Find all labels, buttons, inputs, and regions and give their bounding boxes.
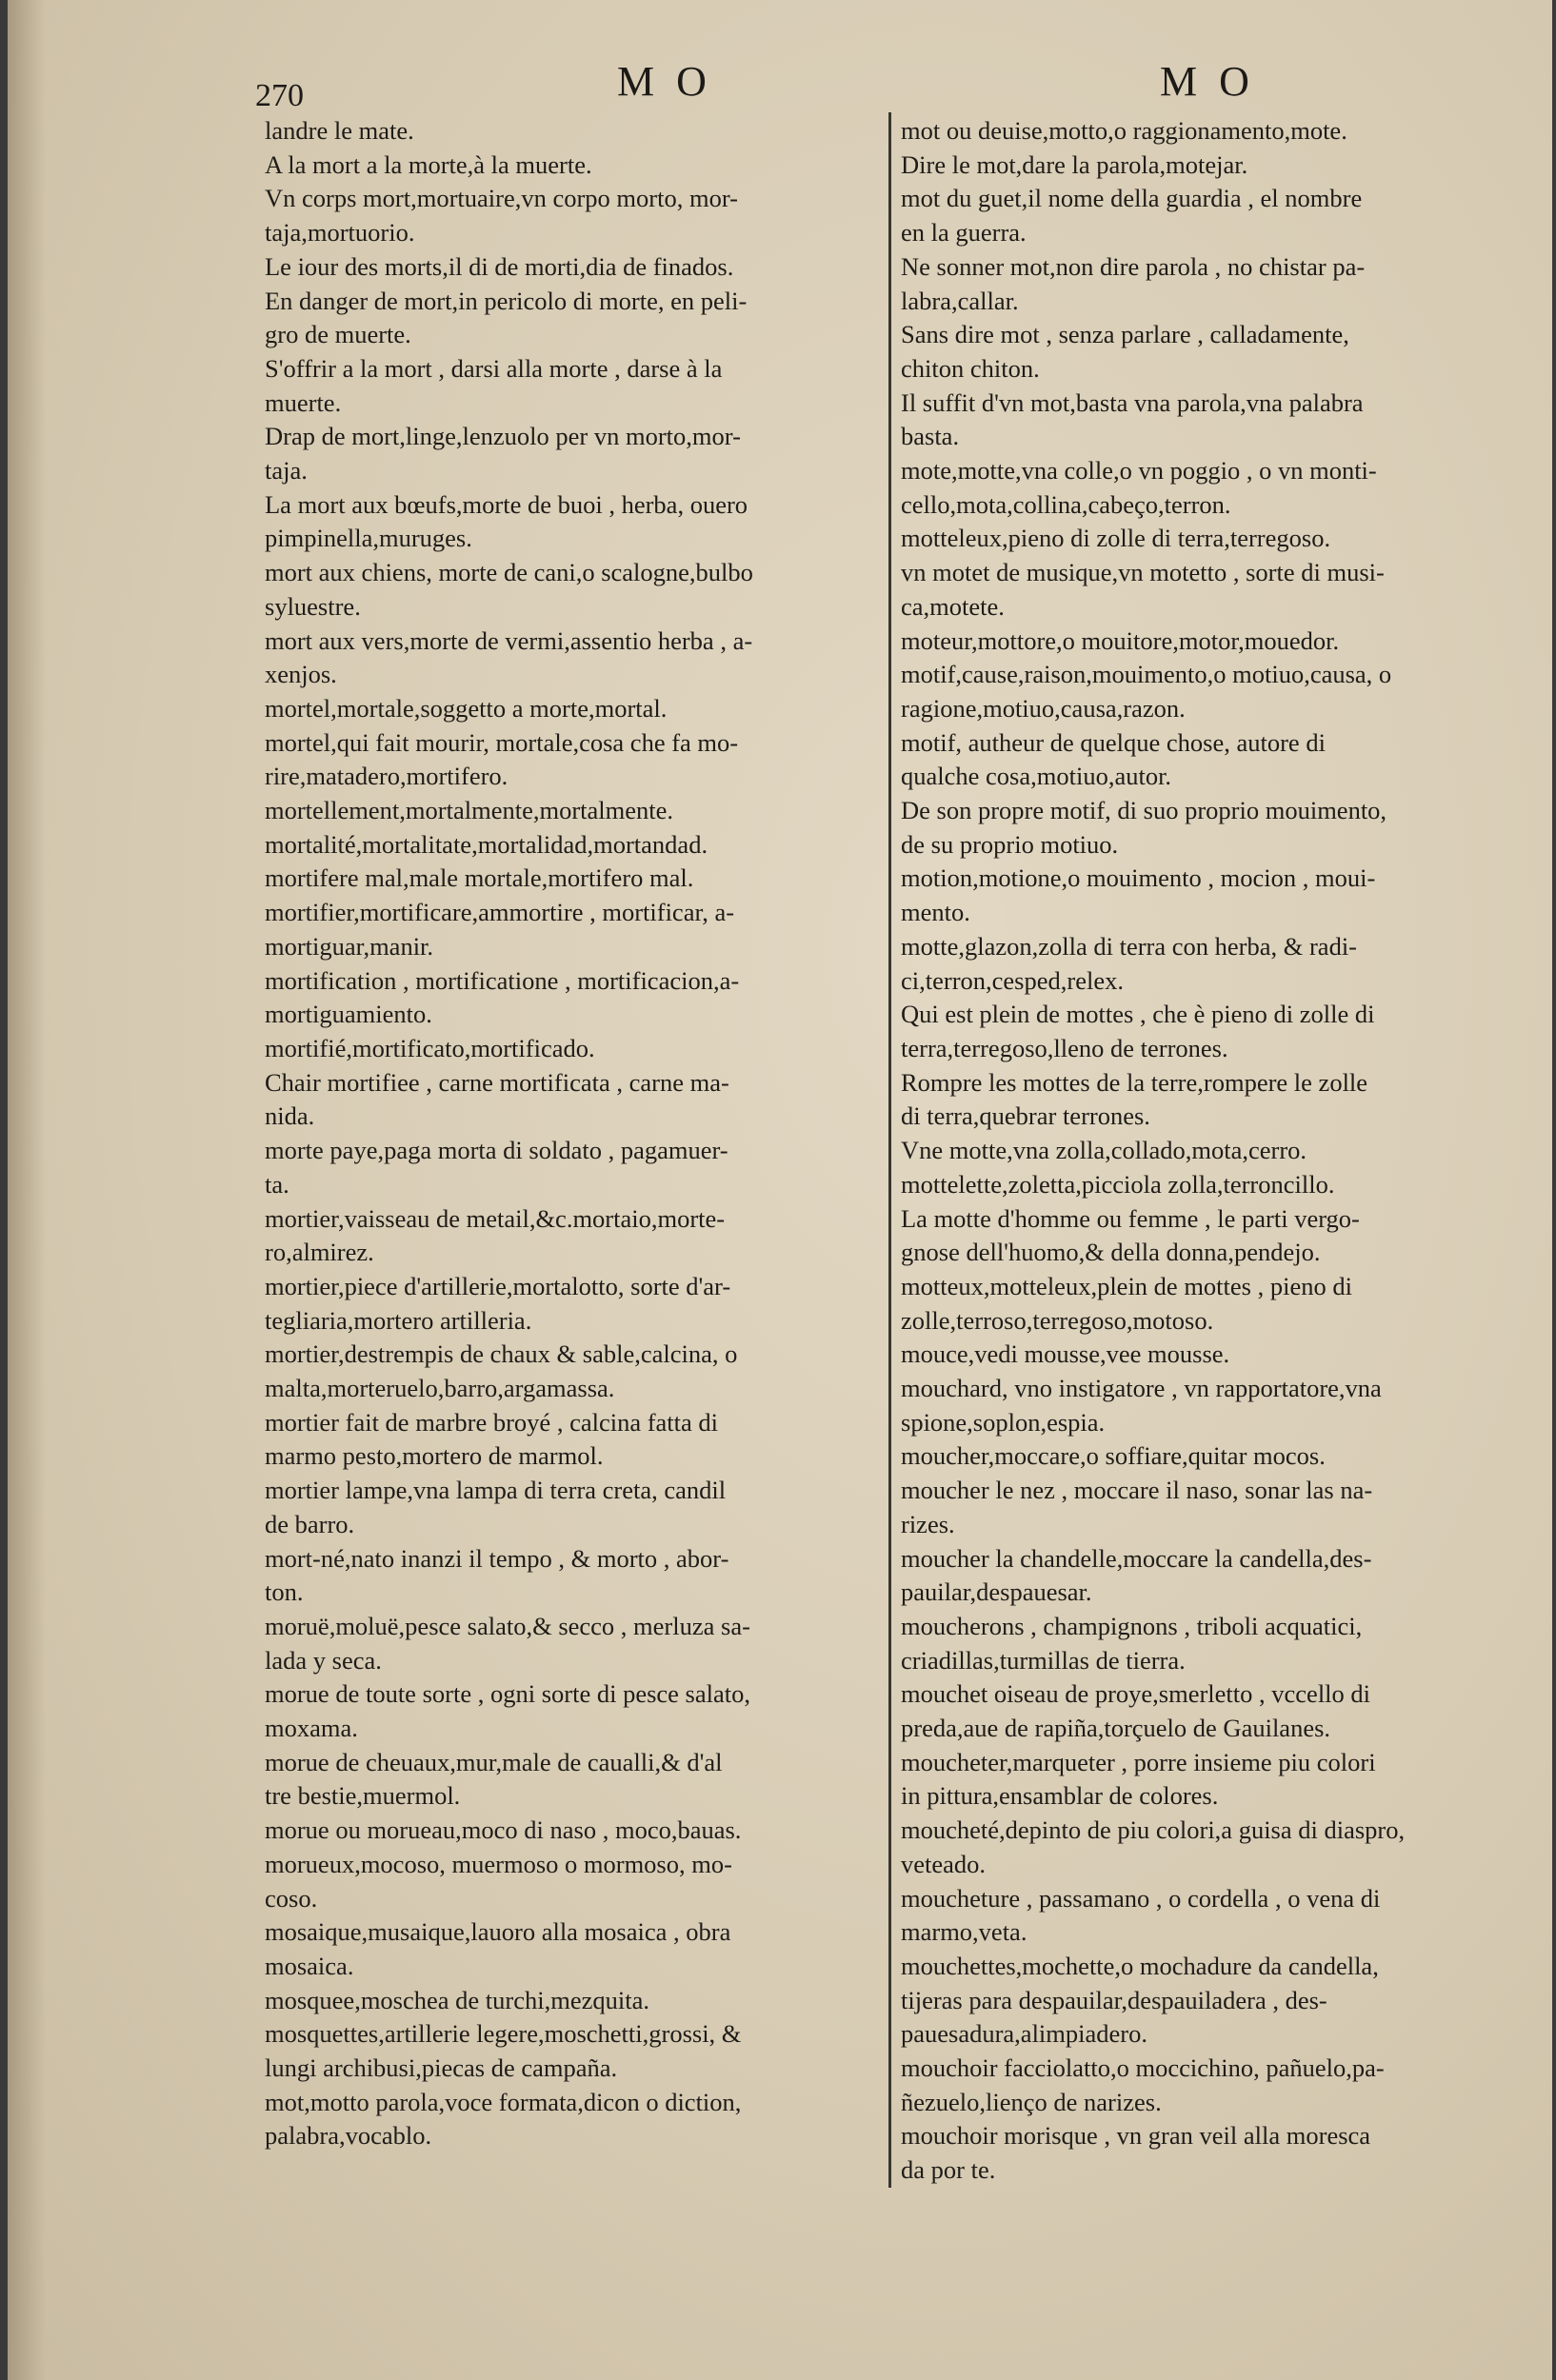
dictionary-line: moucherons , champignons , triboli acquatici, xyxy=(901,1611,1363,1640)
dictionary-line: mortier fait de marbre broyé , calcina fatta di xyxy=(265,1407,719,1437)
column-divider xyxy=(888,112,891,2188)
dictionary-line: di terra,quebrar terrones. xyxy=(901,1101,1150,1131)
dictionary-line: gnose dell'huomo,& della donna,pendejo. xyxy=(901,1238,1321,1267)
dictionary-line: ton. xyxy=(265,1577,304,1607)
dictionary-line: lungi archibusi,piecas de campaña. xyxy=(265,2053,618,2083)
header-right: M O xyxy=(1160,58,1255,105)
dictionary-line: lada y seca. xyxy=(265,1645,382,1675)
dictionary-line: Il suffit d'vn mot,basta vna parola,vna palabra xyxy=(901,387,1364,417)
dictionary-line: La motte d'homme ou femme , le parti vergo- xyxy=(901,1203,1360,1233)
dictionary-line: mortalité,mortalitate,mortalidad,mortandad. xyxy=(265,829,708,859)
dictionary-line: coso. xyxy=(265,1883,318,1913)
dictionary-line: qualche cosa,motiuo,autor. xyxy=(901,762,1172,791)
dictionary-line: moteur,mottore,o mouitore,motor,mouedor. xyxy=(901,625,1340,655)
dictionary-line: marmo pesto,mortero de marmol. xyxy=(265,1441,604,1471)
dictionary-line: mortier lampe,vna lampa di terra creta, candil xyxy=(265,1476,727,1505)
dictionary-line: nida. xyxy=(265,1101,315,1131)
dictionary-line: pauesadura,alimpiadero. xyxy=(901,2019,1147,2049)
dictionary-line: moucher,moccare,o soffiare,quitar mocos. xyxy=(901,1441,1326,1471)
dictionary-line: motif,cause,raison,mouimento,o motiuo,causa, o xyxy=(901,660,1392,689)
dictionary-line: muerte. xyxy=(265,387,342,417)
dictionary-line: Le iour des morts,il di de morti,dia de finados. xyxy=(265,251,734,281)
dictionary-line: mortellement,mortalmente,mortalmente. xyxy=(265,796,674,825)
dictionary-line: morte paye,paga morta di soldato , pagamuer- xyxy=(265,1136,728,1165)
dictionary-line: mort-né,nato inanzi il tempo , & morto , abor- xyxy=(265,1543,729,1573)
dictionary-line: mouchet oiseau de proye,smerletto , vccello di xyxy=(901,1679,1371,1709)
dictionary-line: moucheter,marqueter , porre insieme piu colori xyxy=(901,1747,1376,1776)
dictionary-line: taja. xyxy=(265,456,308,486)
dictionary-line: moucheté,depinto de piu colori,a guisa di diaspro, xyxy=(901,1815,1406,1845)
dictionary-line: mortifié,mortificato,mortificado. xyxy=(265,1033,595,1062)
dictionary-line: moucher le nez , moccare il naso, sonar las na- xyxy=(901,1476,1373,1505)
dictionary-line: terra,terregoso,lleno de terrones. xyxy=(901,1033,1228,1062)
dictionary-line: Rompre les mottes de la terre,rompere le zolle xyxy=(901,1067,1368,1097)
dictionary-line: mot du guet,il nome della guardia , el nombre xyxy=(901,184,1363,213)
dictionary-line: pauilar,despauesar. xyxy=(901,1577,1092,1607)
dictionary-line: mortier,piece d'artillerie,mortalotto, sorte d'ar- xyxy=(265,1271,731,1300)
dictionary-line: motteux,motteleux,plein de mottes , pieno di xyxy=(901,1271,1352,1300)
dictionary-line: Dire le mot,dare la parola,motejar. xyxy=(901,149,1248,179)
dictionary-line: De son propre motif, di suo proprio mouimento, xyxy=(901,796,1387,825)
dictionary-line: mot ou deuise,motto,o raggionamento,mote. xyxy=(901,116,1347,145)
dictionary-page xyxy=(8,0,1552,2380)
dictionary-line: mouchard, vno instigatore , vn rapportatore,vna xyxy=(901,1374,1382,1403)
dictionary-line: en la guerra. xyxy=(901,218,1027,248)
dictionary-line: chiton chiton. xyxy=(901,353,1040,383)
dictionary-line: mosaique,musaique,lauoro alla mosaica , obra xyxy=(265,1917,731,1947)
dictionary-line: mottelette,zoletta,picciola zolla,terroncillo. xyxy=(901,1169,1335,1199)
dictionary-line: xenjos. xyxy=(265,660,337,689)
dictionary-line: morueux,mocoso, muermoso o mormoso, mo- xyxy=(265,1849,732,1878)
dictionary-line: En danger de mort,in pericolo di morte, en peli- xyxy=(265,286,748,315)
dictionary-line: Chair mortifiee , carne mortificata , carne ma- xyxy=(265,1067,729,1097)
dictionary-line: ragione,motiuo,causa,razon. xyxy=(901,693,1186,723)
dictionary-line: moucheture , passamano , o cordella , o vena di xyxy=(901,1883,1381,1913)
right-column xyxy=(901,114,1520,2188)
dictionary-line: mort aux vers,morte de vermi,assentio herba , a- xyxy=(265,625,753,655)
dictionary-line: mouchettes,mochette,o mochadure da candella, xyxy=(901,1951,1379,1980)
dictionary-line: mosquettes,artillerie legere,moschetti,grossi, & xyxy=(265,2019,742,2049)
dictionary-line: A la mort a la morte,à la muerte. xyxy=(265,149,592,179)
dictionary-line: marmo,veta. xyxy=(901,1917,1027,1947)
dictionary-line: mouchoir facciolatto,o moccichino, pañuelo,pa- xyxy=(901,2053,1385,2083)
dictionary-line: syluestre. xyxy=(265,591,361,621)
dictionary-line: morue de cheuaux,mur,male de caualli,& d'al xyxy=(265,1747,723,1776)
left-column xyxy=(265,114,882,2153)
dictionary-line: mento. xyxy=(901,898,970,927)
dictionary-line: mot,motto parola,voce formata,dicon o diction, xyxy=(265,2087,742,2116)
dictionary-line: mortification , mortificatione , mortificacion,a- xyxy=(265,965,740,995)
dictionary-line: tre bestie,muermol. xyxy=(265,1781,461,1811)
dictionary-line: ta. xyxy=(265,1169,289,1199)
dictionary-line: moucher la chandelle,moccare la candella,des- xyxy=(901,1543,1372,1573)
dictionary-line: mortiguar,manir. xyxy=(265,931,434,961)
dictionary-line: mouce,vedi mousse,vee mousse. xyxy=(901,1339,1230,1369)
dictionary-line: Qui est plein de mottes , che è pieno di zolle di xyxy=(901,1000,1375,1029)
dictionary-line: ci,terron,cesped,relex. xyxy=(901,965,1124,995)
dictionary-line: mouchoir morisque , vn gran veil alla moresca xyxy=(901,2121,1371,2151)
dictionary-line: motte,glazon,zolla di terra con herba, & radi- xyxy=(901,931,1358,961)
dictionary-line: mortel,qui fait mourir, mortale,cosa che fa mo- xyxy=(265,727,739,757)
dictionary-line: moxama. xyxy=(265,1714,358,1743)
dictionary-line: taja,mortuorio. xyxy=(265,218,415,248)
dictionary-line: da por te. xyxy=(901,2155,996,2185)
dictionary-line: tegliaria,mortero artilleria. xyxy=(265,1305,532,1335)
dictionary-line: criadillas,turmillas de tierra. xyxy=(901,1645,1186,1675)
dictionary-line: ca,motete. xyxy=(901,591,1005,621)
dictionary-line: basta. xyxy=(901,422,960,451)
dictionary-line: Vne motte,vna zolla,collado,mota,cerro. xyxy=(901,1136,1307,1165)
page-number: 270 xyxy=(255,78,304,113)
header-left: M O xyxy=(617,58,712,105)
dictionary-line: ro,almirez. xyxy=(265,1238,374,1267)
dictionary-line: morue de toute sorte , ogni sorte di pesce salato, xyxy=(265,1679,750,1709)
dictionary-line: malta,morteruelo,barro,argamassa. xyxy=(265,1374,615,1403)
dictionary-line: mortifier,mortificare,ammortire , mortificar, a- xyxy=(265,898,735,927)
dictionary-line: mort aux chiens, morte de cani,o scalogne,bulbo xyxy=(265,558,753,587)
dictionary-line: motion,motione,o mouimento , mocion , moui- xyxy=(901,863,1376,893)
dictionary-line: Sans dire mot , senza parlare , calladamente, xyxy=(901,320,1349,349)
dictionary-line: vn motet de musique,vn motetto , sorte di musi- xyxy=(901,558,1385,587)
dictionary-line: landre le mate. xyxy=(265,116,414,145)
dictionary-line: cello,mota,collina,cabeço,terron. xyxy=(901,489,1231,519)
dictionary-line: de barro. xyxy=(265,1509,355,1538)
dictionary-line: Drap de mort,linge,lenzuolo per vn morto,mor- xyxy=(265,422,741,451)
dictionary-line: mote,motte,vna colle,o vn poggio , o vn monti- xyxy=(901,456,1377,486)
dictionary-line: veteado. xyxy=(901,1849,987,1878)
dictionary-line: rire,matadero,mortifero. xyxy=(265,762,509,791)
dictionary-line: S'offrir a la mort , darsi alla morte , darse à la xyxy=(265,353,723,383)
dictionary-line: morue ou morueau,moco di naso , moco,bauas. xyxy=(265,1815,742,1845)
dictionary-line: mortifere mal,male mortale,mortifero mal. xyxy=(265,863,694,893)
dictionary-line: moruë,moluë,pesce salato,& secco , merluza sa- xyxy=(265,1611,750,1640)
dictionary-line: preda,aue de rapiña,torçuelo de Gauilanes. xyxy=(901,1714,1331,1743)
page-gutter-shadow xyxy=(8,0,46,2380)
dictionary-line: rizes. xyxy=(901,1509,955,1538)
dictionary-line: de su proprio motiuo. xyxy=(901,829,1119,859)
dictionary-line: mortiguamiento. xyxy=(265,1000,432,1029)
dictionary-line: Vn corps mort,mortuaire,vn corpo morto, mor- xyxy=(265,184,738,213)
dictionary-line: mortier,vaisseau de metail,&c.mortaio,morte- xyxy=(265,1203,726,1233)
dictionary-line: motif, autheur de quelque chose, autore di xyxy=(901,727,1326,757)
dictionary-line: pimpinella,muruges. xyxy=(265,524,472,553)
dictionary-line: tijeras para despauilar,despauiladera , des- xyxy=(901,1985,1327,2014)
dictionary-line: motteleux,pieno di zolle di terra,terregoso. xyxy=(901,524,1331,553)
dictionary-line: in pittura,ensamblar de colores. xyxy=(901,1781,1219,1811)
dictionary-line: palabra,vocablo. xyxy=(265,2121,432,2151)
dictionary-line: ñezuelo,lienço de narizes. xyxy=(901,2087,1162,2116)
dictionary-line: Ne sonner mot,non dire parola , no chistar pa- xyxy=(901,251,1366,281)
dictionary-line: mosquee,moschea de turchi,mezquita. xyxy=(265,1985,649,2014)
dictionary-line: mortel,mortale,soggetto a morte,mortal. xyxy=(265,693,668,723)
dictionary-line: La mort aux bœufs,morte de buoi , herba, ouero xyxy=(265,489,748,519)
dictionary-line: gro de muerte. xyxy=(265,320,411,349)
dictionary-line: zolle,terroso,terregoso,motoso. xyxy=(901,1305,1214,1335)
dictionary-line: spione,soplon,espia. xyxy=(901,1407,1106,1437)
dictionary-line: labra,callar. xyxy=(901,286,1019,315)
dictionary-line: mortier,destrempis de chaux & sable,calcina, o xyxy=(265,1339,738,1369)
dictionary-line: mosaica. xyxy=(265,1951,354,1980)
